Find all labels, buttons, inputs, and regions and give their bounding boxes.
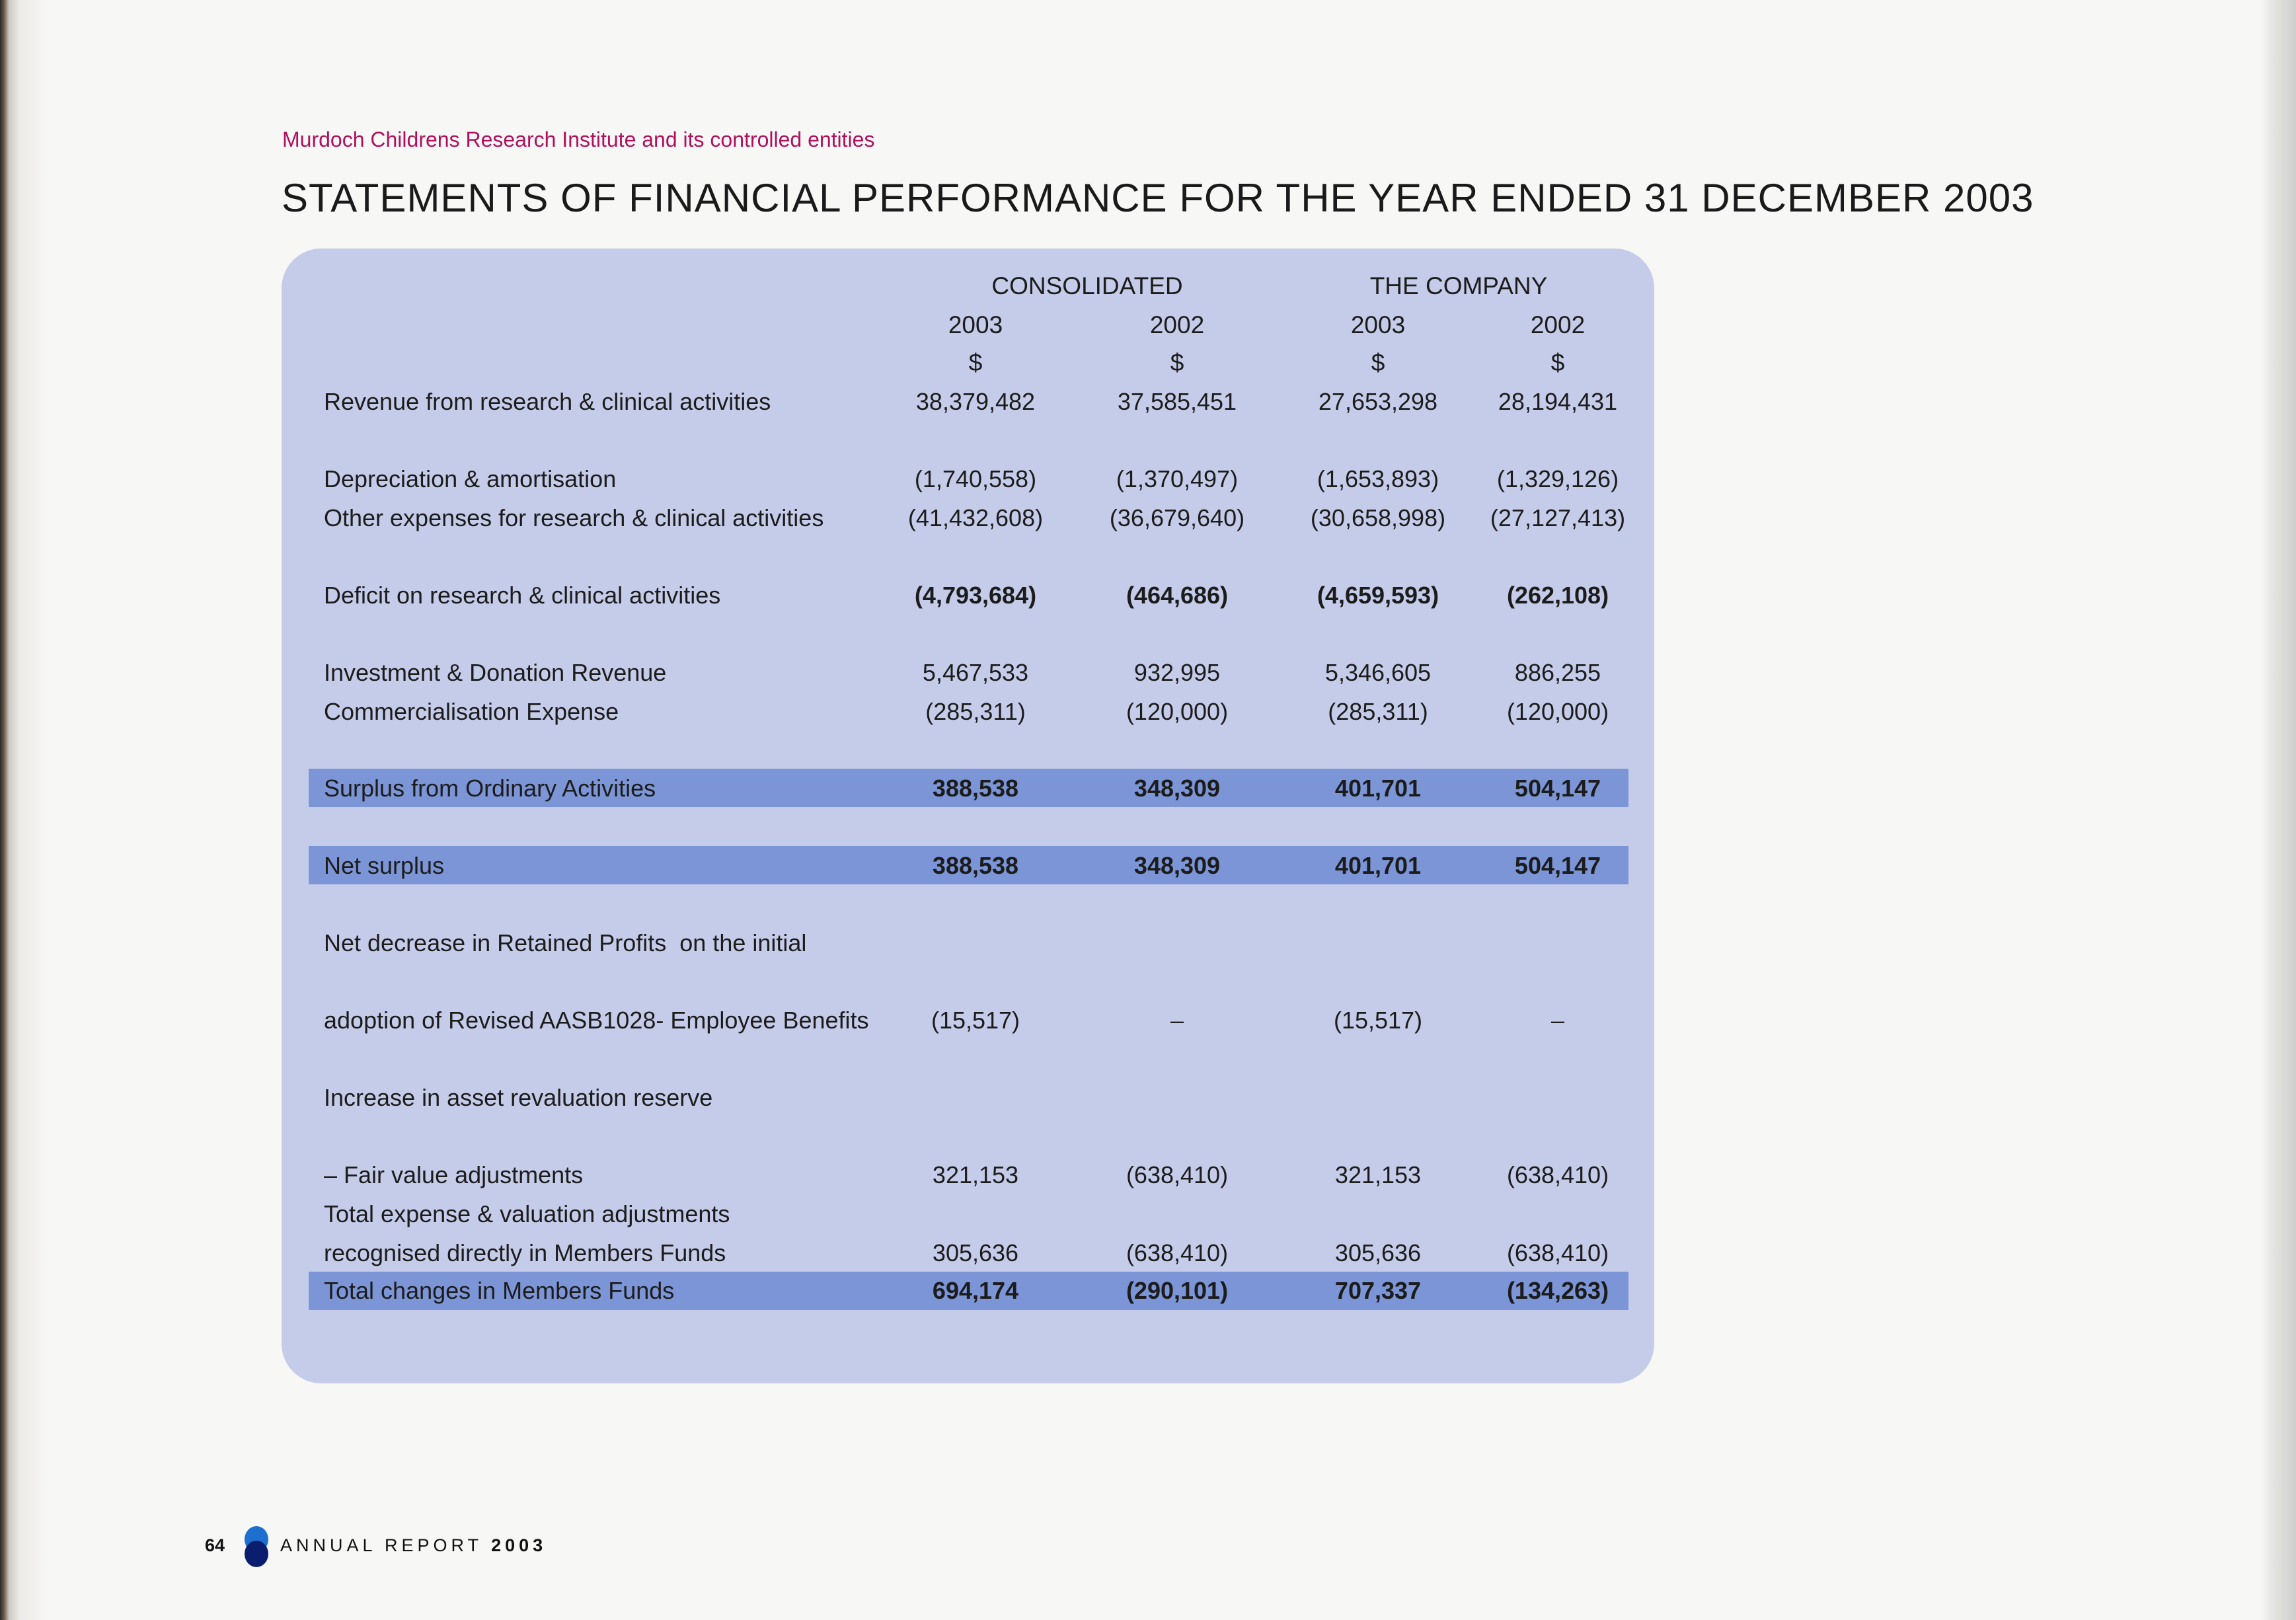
cell-value: 886,255: [1514, 659, 1601, 686]
cell-value: (1,740,558): [914, 465, 1037, 492]
group-header-company: THE COMPANY: [1369, 272, 1548, 299]
cell-value: (30,658,998): [1310, 504, 1446, 531]
cell-value: 27,653,298: [1318, 388, 1438, 415]
footer-report-label: ANNUAL REPORT: [280, 1535, 482, 1555]
cell-value: 321,153: [1334, 1161, 1422, 1188]
row-label: recognised directly in Members Funds: [324, 1239, 726, 1266]
cell-value: 504,147: [1514, 775, 1601, 802]
cell-value: (36,679,640): [1109, 504, 1245, 531]
cell-value: 5,346,605: [1324, 659, 1432, 686]
cell-value: (1,653,893): [1317, 465, 1439, 492]
cell-value: (464,686): [1126, 582, 1229, 609]
footer-report-title: [280, 1535, 547, 1556]
row-label: Depreciation & amortisation: [324, 465, 617, 492]
cell-value: (15,517): [1333, 1007, 1423, 1034]
cell-value: (15,517): [931, 1007, 1020, 1034]
cell-value: 28,194,431: [1498, 388, 1618, 415]
page-binding-edge: [0, 0, 46, 1620]
cell-value: 5,467,533: [922, 659, 1029, 686]
cell-value: (4,659,593): [1317, 582, 1439, 609]
year-header: 2003: [1350, 311, 1406, 338]
cell-value: –: [1170, 1007, 1184, 1034]
row-label: Deficit on research & clinical activities: [324, 582, 721, 609]
row-label: Net surplus: [324, 852, 445, 879]
page-title: STATEMENTS OF FINANCIAL PERFORMANCE FOR THE YEAR ENDED 31 DECEMBER 2003: [282, 176, 2034, 220]
year-header: 2002: [1149, 311, 1205, 338]
row-label: – Fair value adjustments: [324, 1161, 584, 1188]
report-logo-icon: [242, 1524, 271, 1570]
cell-value: 401,701: [1334, 775, 1422, 802]
organization-name: Murdoch Childrens Research Institute and its controlled entities: [282, 128, 875, 151]
page-number: 64: [205, 1535, 225, 1555]
cell-value: (1,370,497): [1116, 465, 1239, 492]
cell-value: (27,127,413): [1490, 504, 1626, 531]
row-label: Surplus from Ordinary Activities: [324, 775, 656, 802]
row-label: Net decrease in Retained Profits on the initial: [324, 929, 807, 956]
row-label: Commercialisation Expense: [324, 698, 619, 725]
cell-value: (120,000): [1506, 698, 1609, 725]
group-header-consolidated: CONSOLIDATED: [991, 272, 1183, 299]
cell-value: 348,309: [1133, 775, 1221, 802]
cell-value: (638,410): [1506, 1161, 1609, 1188]
cell-value: (134,263): [1506, 1277, 1609, 1304]
page-right-edge: [2260, 0, 2296, 1620]
cell-value: (262,108): [1506, 582, 1609, 609]
row-label: Total changes in Members Funds: [324, 1277, 675, 1304]
cell-value: 321,153: [932, 1161, 1019, 1188]
cell-value: 694,174: [932, 1277, 1019, 1304]
unit-header: $: [968, 349, 983, 376]
unit-header: $: [1550, 349, 1565, 376]
row-label: Revenue from research & clinical activities: [324, 388, 771, 415]
cell-value: (285,311): [1328, 698, 1428, 725]
footer-report-year: 2003: [491, 1535, 547, 1555]
cell-value: 707,337: [1334, 1277, 1422, 1304]
cell-value: 37,585,451: [1117, 388, 1237, 415]
year-header: 2002: [1530, 311, 1586, 338]
cell-value: –: [1550, 1007, 1565, 1034]
row-label: Total expense & valuation adjustments: [324, 1200, 730, 1227]
row-label: Increase in asset revaluation reserve: [324, 1084, 713, 1111]
row-label: Other expenses for research & clinical activities: [324, 504, 824, 531]
cell-value: 388,538: [932, 852, 1019, 879]
cell-value: (120,000): [1126, 698, 1229, 725]
cell-value: (285,311): [925, 698, 1026, 725]
unit-header: $: [1170, 349, 1184, 376]
cell-value: (1,329,126): [1496, 465, 1619, 492]
cell-value: (290,101): [1126, 1277, 1229, 1304]
year-header: 2003: [948, 311, 1003, 338]
cell-value: (638,410): [1126, 1161, 1229, 1188]
cell-value: 401,701: [1334, 852, 1422, 879]
cell-value: 504,147: [1514, 852, 1601, 879]
unit-header: $: [1371, 349, 1385, 376]
cell-value: 348,309: [1133, 852, 1221, 879]
row-label: Investment & Donation Revenue: [324, 659, 667, 686]
cell-value: 305,636: [932, 1239, 1019, 1266]
row-label: adoption of Revised AASB1028- Employee Benefits: [324, 1007, 869, 1034]
cell-value: 932,995: [1133, 659, 1221, 686]
cell-value: 388,538: [932, 775, 1019, 802]
cell-value: 38,379,482: [915, 388, 1036, 415]
cell-value: (638,410): [1506, 1239, 1609, 1266]
cell-value: (41,432,608): [907, 504, 1044, 531]
cell-value: (4,793,684): [914, 582, 1037, 609]
cell-value: 305,636: [1334, 1239, 1422, 1266]
cell-value: (638,410): [1126, 1239, 1229, 1266]
